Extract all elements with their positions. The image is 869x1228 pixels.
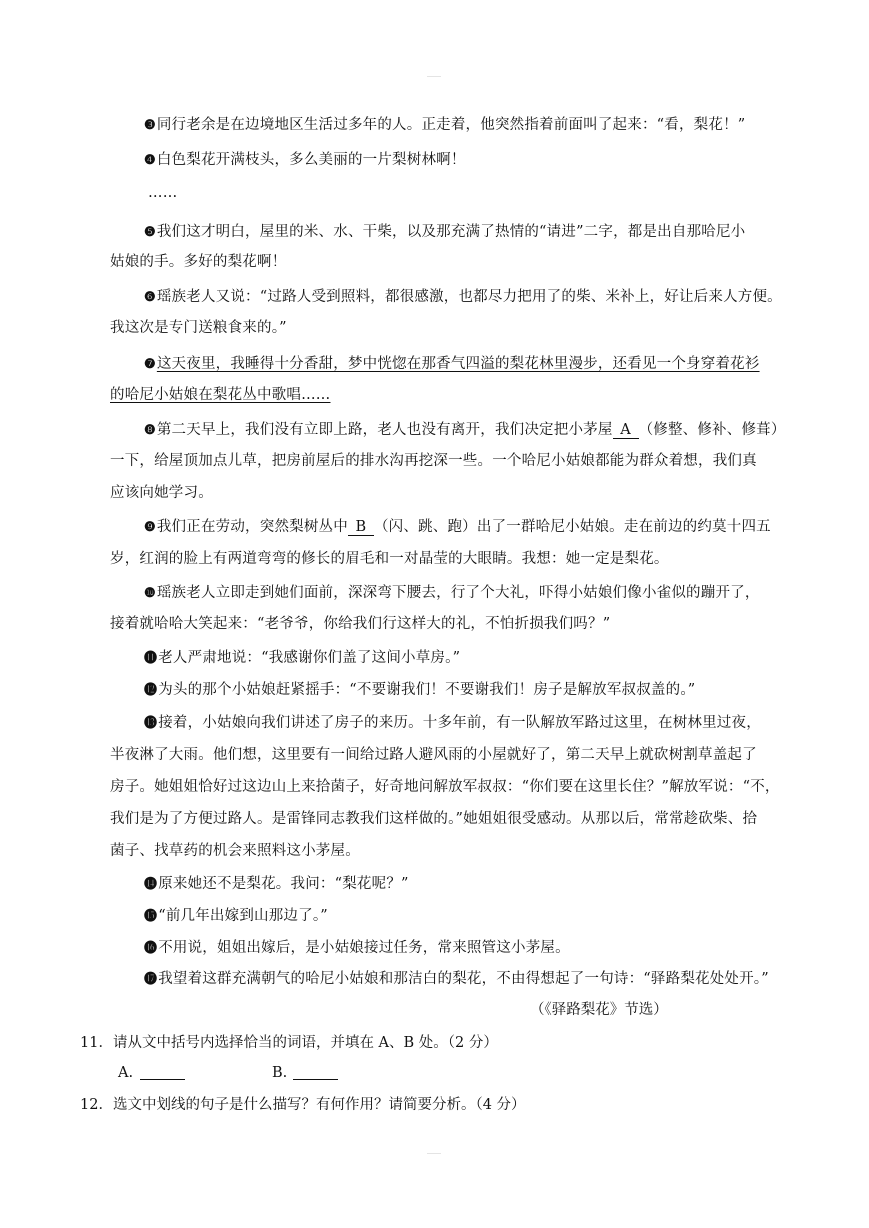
paragraph-11 bbox=[144, 648, 790, 669]
paragraph-number: ❻ bbox=[144, 290, 156, 305]
paragraph-text: 我这次是专门送粮食来的。” bbox=[110, 320, 287, 336]
paragraph-3 bbox=[144, 115, 790, 136]
paragraph-text: 第二天早上，我们没有立即上路，老人也没有离开，我们决定把小茅屋 bbox=[156, 422, 613, 438]
paragraph-text: 岁，红润的脸上有两道弯弯的修长的眉毛和一对晶莹的大眼睛。我想：她一定是梨花。 bbox=[110, 551, 669, 567]
paragraph-text: 房子。她姐姐恰好过这边山上来拾菌子，好奇地问解放军叔叔：“你们要在这里长住？”解放军说：“不， bbox=[110, 779, 780, 795]
paragraph-text: 接着就哈哈大笑起来：“老爷爷，你给我们行这样大的礼，不怕折损我们吗？” bbox=[110, 616, 611, 632]
paragraph-number: ⓮ bbox=[144, 877, 158, 892]
paragraph-13-line-1 bbox=[144, 713, 790, 734]
paragraph-15 bbox=[144, 906, 790, 927]
paragraph-text: 我们正在劳动，突然梨树丛中 bbox=[156, 519, 348, 535]
paragraph-8-line-1 bbox=[144, 420, 790, 441]
paragraph-text: 白色梨花开满枝头，多么美丽的一片梨树林啊！ bbox=[156, 152, 466, 168]
paragraph-13-line-2 bbox=[110, 745, 790, 765]
paragraph-17 bbox=[144, 969, 790, 990]
paragraph-number: ⓭ bbox=[144, 716, 158, 731]
paragraph-number: ⓱ bbox=[144, 972, 158, 987]
paragraph-text: 瑶族老人又说：“过路人受到照料，都很感激，也都尽力把用了的柴、米补上，好让后来人方便。 bbox=[156, 289, 782, 305]
paragraph-10-line-1 bbox=[144, 583, 790, 604]
paragraph-text: 应该向她学习。 bbox=[110, 485, 213, 501]
answer-b-blank[interactable] bbox=[293, 1079, 338, 1080]
paragraph-text: 半夜淋了大雨。他们想，这里要有一间给过路人避风雨的小屋就好了，第二天早上就砍树割草盖起了 bbox=[110, 747, 757, 763]
paragraph-number: ❿ bbox=[144, 586, 156, 601]
paragraph-number: ❾ bbox=[144, 520, 156, 535]
paragraph-number: ⓰ bbox=[144, 941, 158, 956]
paragraph-14 bbox=[144, 874, 790, 895]
ellipsis-line bbox=[148, 183, 828, 203]
paragraph-8-line-3 bbox=[110, 483, 790, 503]
blank-a: A bbox=[613, 422, 639, 439]
footer-divider bbox=[427, 1153, 441, 1154]
paragraph-9-line-2 bbox=[110, 549, 790, 569]
paragraph-text: 我望着这群充满朝气的哈尼小姑娘和那洁白的梨花，不由得想起了一句诗：“驿路梨花处处开。” bbox=[158, 971, 769, 987]
question-12: 12．选文中划线的句子是什么描写？有何作用？请简要分析。（4 分） bbox=[80, 1097, 526, 1113]
paragraph-13-line-5 bbox=[110, 841, 790, 861]
paragraph-6-line-1 bbox=[144, 287, 790, 308]
paragraph-8-line-2 bbox=[110, 451, 790, 471]
underlined-sentence: 的哈尼小姑娘在梨花丛中歌唱…… bbox=[110, 387, 331, 403]
paragraph-13-line-3 bbox=[110, 777, 790, 797]
paragraph-12 bbox=[144, 680, 790, 701]
paragraph-6-line-2 bbox=[110, 318, 790, 338]
paragraph-5-line-1 bbox=[144, 222, 790, 243]
paragraph-number: ❼ bbox=[144, 357, 156, 372]
paragraph-text: 同行老余是在边境地区生活过多年的人。正走着，他突然指着前面叫了起来：“看，梨花！” bbox=[156, 117, 746, 133]
answer-b-label: B. bbox=[272, 1065, 288, 1081]
answer-a-label: A. bbox=[118, 1065, 134, 1081]
paragraph-text: 老人严肃地说：“我感谢你们盖了这间小草房。” bbox=[158, 650, 461, 666]
question-11: 11．请从文中括号内选择恰当的词语，并填在 A、B 处。（2 分） bbox=[80, 1035, 498, 1051]
paragraph-13-line-4 bbox=[110, 809, 790, 829]
paragraph-7-line-2 bbox=[110, 385, 790, 405]
paragraph-number: ❸ bbox=[144, 118, 156, 133]
paragraph-text: 我们是为了方便过路人。是雷锋同志教我们这样做的。”她姐姐很受感动。从那以后，常常趁砍柴、拾 bbox=[110, 811, 758, 827]
paragraph-text: 原来她还不是梨花。我问：“梨花呢？” bbox=[158, 876, 409, 892]
paragraph-10-line-2 bbox=[110, 614, 790, 634]
paragraph-number: ⓯ bbox=[144, 909, 158, 924]
paragraph-text: （闪、跳、跑）出了一群哈尼小姑娘。走在前边的约莫十四五 bbox=[373, 519, 771, 535]
answer-a-blank[interactable] bbox=[140, 1079, 185, 1080]
source-citation: （《驿路梨花》节选） bbox=[530, 1002, 668, 1018]
paragraph-number: ❹ bbox=[144, 153, 156, 168]
paragraph-text: 一下，给屋顶加点儿草，把房前屋后的排水沟再挖深一些。一个哈尼小姑娘都能为群众着想，我们真 bbox=[110, 453, 757, 469]
paragraph-4 bbox=[144, 150, 790, 171]
paragraph-9-line-1 bbox=[144, 517, 790, 538]
header-divider bbox=[427, 76, 441, 77]
blank-b: B bbox=[348, 519, 374, 536]
paragraph-number: ❽ bbox=[144, 423, 156, 438]
paragraph-7-line-1 bbox=[144, 354, 790, 375]
paragraph-text: 我们这才明白，屋里的米、水、干柴，以及那充满了热情的“请进”二字，都是出自那哈尼小 bbox=[156, 224, 746, 240]
underlined-sentence: 这天夜里，我睡得十分香甜，梦中恍惚在那香气四溢的梨花林里漫步，还看见一个身穿着花衫 bbox=[156, 356, 760, 372]
paragraph-text: “前几年出嫁到山那边了。” bbox=[158, 908, 328, 924]
paragraph-number: ❺ bbox=[144, 225, 156, 240]
ellipsis: …… bbox=[148, 185, 178, 201]
paragraph-5-line-2 bbox=[110, 252, 790, 272]
paragraph-number: ⓬ bbox=[144, 683, 158, 698]
paragraph-text: 接着，小姑娘向我们讲述了房子的来历。十多年前，有一队解放军路过这里，在树林里过夜， bbox=[158, 715, 761, 731]
paragraph-text: 不用说，姐姐出嫁后，是小姑娘接过任务，常来照管这小茅屋。 bbox=[158, 940, 570, 956]
paragraph-text: 瑶族老人立即走到她们面前，深深弯下腰去，行了个大礼，吓得小姑娘们像小雀似的蹦开了， bbox=[156, 585, 760, 601]
paragraph-text: 为头的那个小姑娘赶紧摇手：“不要谢我们！不要谢我们！房子是解放军叔叔盖的。” bbox=[158, 682, 696, 698]
paragraph-number: ⓫ bbox=[144, 651, 158, 666]
paragraph-16 bbox=[144, 938, 790, 959]
paragraph-text: 姑娘的手。多好的梨花啊！ bbox=[110, 254, 287, 270]
paragraph-text: （修整、修补、修葺） bbox=[638, 422, 786, 438]
paragraph-text: 菌子、找草药的机会来照料这小茅屋。 bbox=[110, 843, 360, 859]
